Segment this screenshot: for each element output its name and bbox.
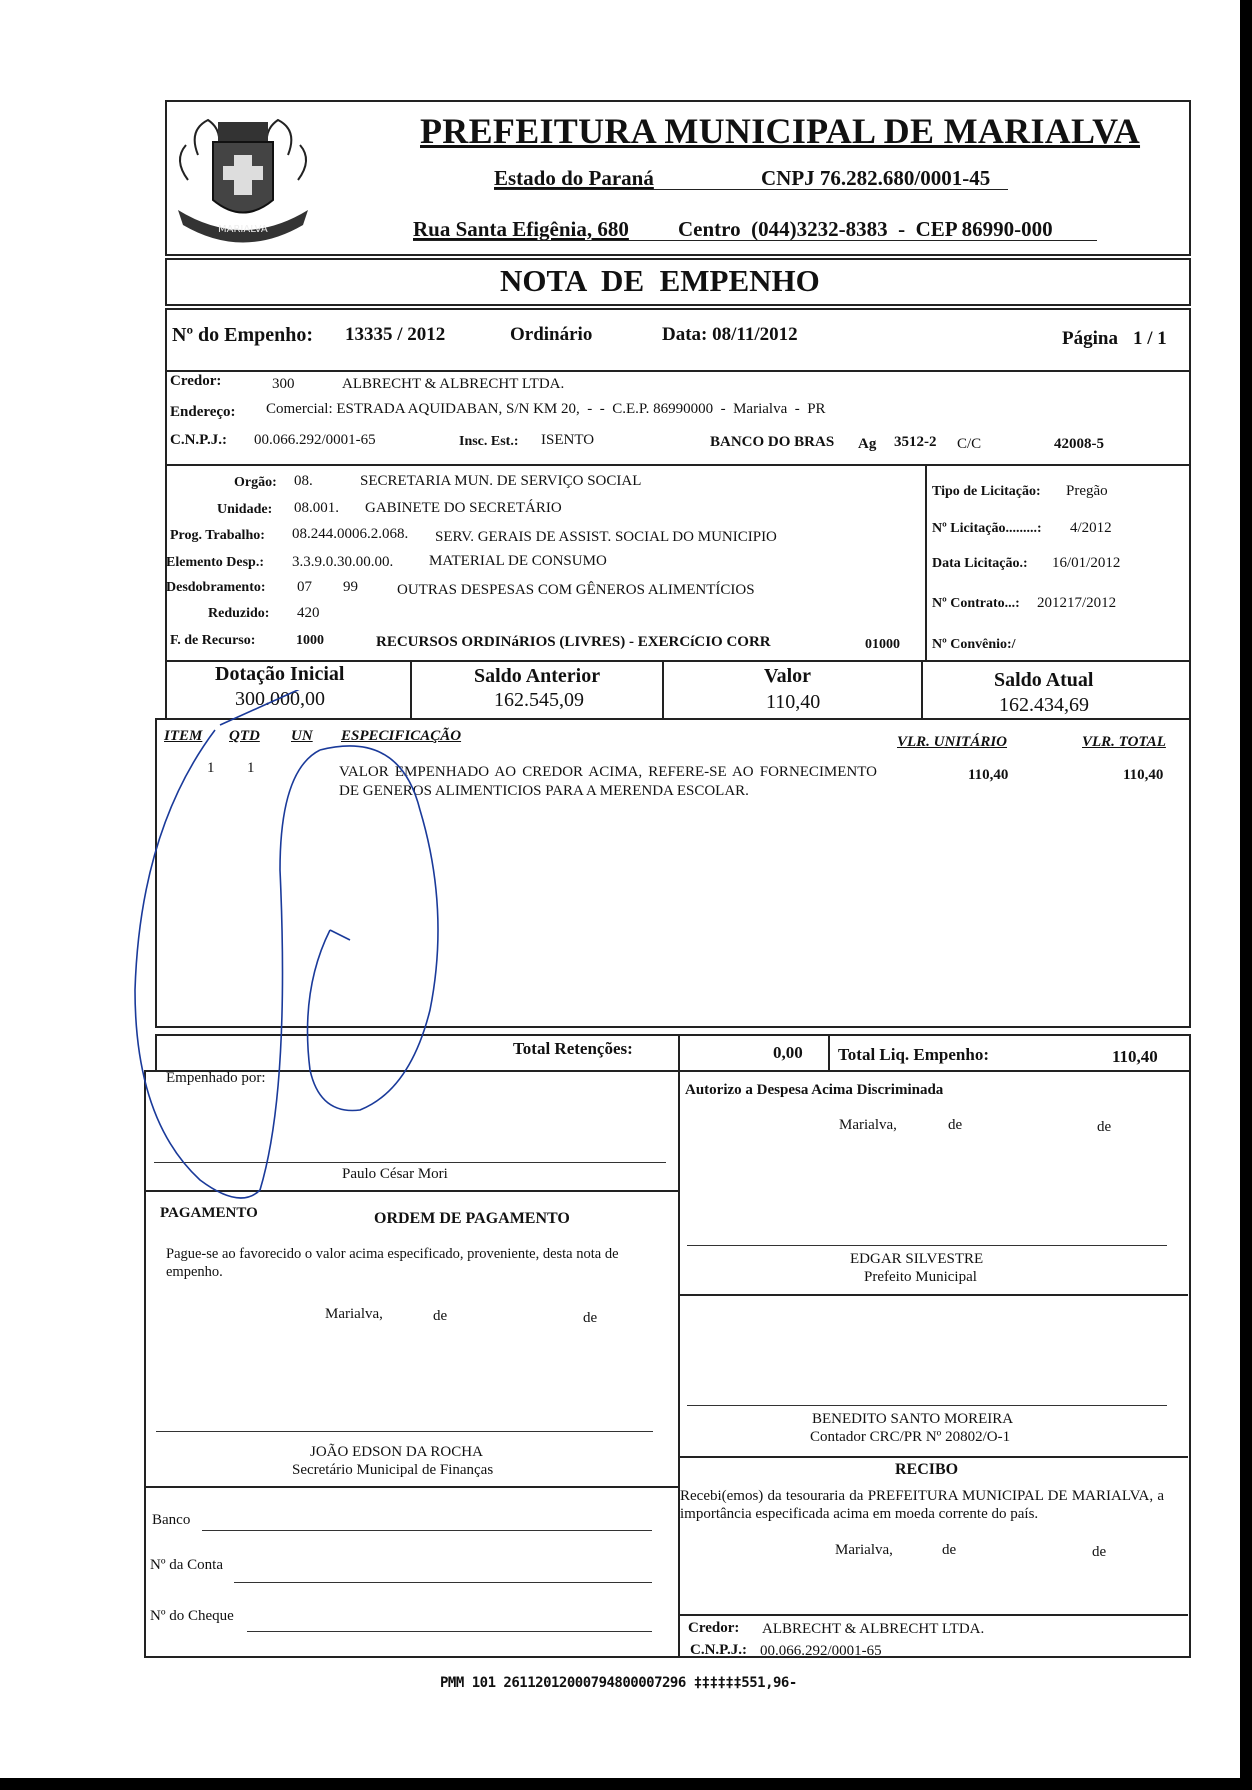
empenhado-name: Paulo César Mori <box>342 1166 448 1182</box>
contador-role: Contador CRC/PR Nº 20802/O-1 <box>810 1429 1011 1445</box>
col-spec-header: ESPECIFICAÇÃO <box>341 728 462 744</box>
banco-line <box>202 1530 652 1531</box>
item-spec: VALOR EMPENHADO AO CREDOR ACIMA, REFERE-SE AO FORNECIMENTO DE GENEROS ALIMENTICIOS PARA A MERENDA ESCOLAR. <box>339 764 877 799</box>
saldos-divider-3 <box>921 660 923 718</box>
valor-label: Valor <box>764 665 812 687</box>
recibo-credor-label: Credor: <box>688 1620 740 1636</box>
recibo-top-line <box>678 1456 1188 1458</box>
contador-name: BENEDITO SANTO MOREIRA <box>812 1411 1014 1427</box>
pagamento-top-line <box>144 1190 679 1192</box>
contador-signature-line <box>687 1405 1167 1406</box>
autorizo-de2: de <box>1097 1119 1112 1135</box>
credor-cc: 42008-5 <box>1054 436 1104 452</box>
pagamento-text: Pague-se ao favorecido o valor acima especificado, proveniente, desta nota de empenho. <box>166 1246 619 1280</box>
col-qtd-header: QTD <box>229 728 260 744</box>
header-address: Rua Santa Efigênia, 680 <box>413 217 629 241</box>
saldo-anterior-value: 162.545,09 <box>494 689 584 711</box>
unidade-label: Unidade: <box>217 502 273 517</box>
num-licitacao-label: Nº Licitação.........: <box>932 521 1042 536</box>
prog-label: Prog. Trabalho: <box>170 528 265 543</box>
insc-label: Insc. Est.: <box>459 434 519 449</box>
fonte-label: F. de Recurso: <box>170 633 256 648</box>
header-address-underline <box>413 240 1097 241</box>
secretario-signature-line <box>156 1431 653 1432</box>
desdobramento-code2: 99 <box>343 579 358 595</box>
prog-code: 08.244.0006.2.068. <box>292 526 409 542</box>
totals-divider-2 <box>828 1034 830 1070</box>
empenho-date: Data: 08/11/2012 <box>662 324 798 345</box>
prefeito-signature-line <box>687 1245 1167 1246</box>
pagamento-label: PAGAMENTO <box>160 1205 258 1221</box>
recibo-de1: de <box>942 1542 957 1558</box>
credor-code: 300 <box>272 376 295 392</box>
secretario-role: Secretário Municipal de Finanças <box>292 1462 494 1478</box>
credor-ag: 3512-2 <box>894 434 937 450</box>
elemento-label: Elemento Desp.: <box>166 555 264 570</box>
retencoes-label: Total Retenções: <box>513 1039 633 1058</box>
empenhado-label: Empenhado por: <box>166 1070 266 1086</box>
lower-vertical-divider <box>678 1070 680 1656</box>
orgao: SECRETARIA MUN. DE SERVIÇO SOCIAL <box>360 473 642 489</box>
saldo-atual-value: 162.434,69 <box>999 694 1089 716</box>
col-total-header: VLR. TOTAL <box>1082 734 1166 750</box>
credor-insc: ISENTO <box>541 432 595 448</box>
empenhado-signature-line <box>154 1162 666 1163</box>
credor-cnpj: 00.066.292/0001-65 <box>254 432 376 448</box>
elemento: MATERIAL DE CONSUMO <box>429 553 607 569</box>
convenio-label: Nº Convênio:/ <box>932 637 1016 652</box>
recibo-de2: de <box>1092 1544 1107 1560</box>
header-state: Estado do Paraná <box>494 166 654 190</box>
contrato: 201217/2012 <box>1037 595 1117 611</box>
item-unit-value: 110,40 <box>968 767 1009 783</box>
conta-label: Nº da Conta <box>150 1557 223 1573</box>
pagamento-title: ORDEM DE PAGAMENTO <box>374 1210 570 1227</box>
fonte: RECURSOS ORDINáRIOS (LIVRES) - EXERCíCIO CORR <box>376 634 771 650</box>
num-licitacao: 4/2012 <box>1070 520 1112 536</box>
prefeito-role: Prefeito Municipal <box>864 1269 977 1285</box>
orgao-label: Orgão: <box>234 475 277 490</box>
cheque-label: Nº do Cheque <box>150 1608 234 1624</box>
empenho-number-label: Nº do Empenho: <box>172 324 314 346</box>
banco-top-line <box>144 1486 679 1488</box>
credor-name: ALBRECHT & ALBRECHT LTDA. <box>342 376 565 392</box>
col-un-header: UN <box>291 728 313 744</box>
recibo-credor: ALBRECHT & ALBRECHT LTDA. <box>762 1621 985 1637</box>
cheque-line <box>247 1631 652 1632</box>
dotacao-value: 300.000,00 <box>235 688 325 710</box>
scan-edge-bottom <box>0 1778 1252 1790</box>
contrato-label: Nº Contrato...: <box>932 596 1020 611</box>
reduzido: 420 <box>297 605 320 621</box>
saldo-atual-label: Saldo Atual <box>994 669 1094 691</box>
prefeito-box-bottom <box>678 1294 1188 1296</box>
unidade-code: 08.001. <box>294 500 339 516</box>
recibo-cnpj: 00.066.292/0001-65 <box>760 1643 882 1659</box>
reduzido-label: Reduzido: <box>208 606 270 621</box>
unidade: GABINETE DO SECRETÁRIO <box>365 500 562 516</box>
saldos-divider-2 <box>662 660 664 718</box>
credor-label: Credor: <box>170 373 222 389</box>
data-licitacao: 16/01/2012 <box>1052 555 1121 571</box>
pagamento-place: Marialva, <box>325 1306 383 1322</box>
lower-area <box>144 1070 1191 1658</box>
tipo-licitacao-label: Tipo de Licitação: <box>932 484 1041 499</box>
header-district-phone: Centro (044)3232-8383 - CEP 86990-000 <box>678 217 1053 241</box>
recibo-credor-line <box>678 1614 1188 1616</box>
empenho-type: Ordinário <box>510 324 593 345</box>
fonte-code: 1000 <box>296 633 324 648</box>
empenho-number: 13335 / 2012 <box>345 324 446 345</box>
desdobramento: OUTRAS DESPESAS COM GÊNEROS ALIMENTÍCIOS <box>397 582 755 598</box>
header-title: PREFEITURA MUNICIPAL DE MARIALVA <box>420 111 1141 151</box>
liq-empenho-value: 110,40 <box>1112 1047 1158 1066</box>
footer-stamp: PMM 101 26112012000794800007296 ‡‡‡‡‡‡551,96- <box>440 1675 797 1691</box>
liq-empenho-label: Total Liq. Empenho: <box>838 1045 989 1064</box>
elemento-code: 3.3.9.0.30.00.00. <box>292 554 394 570</box>
col-unit-header: VLR. UNITÁRIO <box>897 734 1008 750</box>
pagamento-de1: de <box>433 1308 448 1324</box>
conta-line <box>234 1582 652 1583</box>
autorizo-title: Autorizo a Despesa Acima Discriminada <box>685 1082 944 1098</box>
data-licitacao-label: Data Licitação.: <box>932 556 1028 571</box>
orgao-code: 08. <box>294 473 313 489</box>
retencoes-value: 0,00 <box>773 1043 803 1062</box>
recibo-title: RECIBO <box>895 1461 959 1478</box>
dotacao-label: Dotação Inicial <box>215 663 345 685</box>
autorizo-de1: de <box>948 1117 963 1133</box>
cnpj-label: C.N.P.J.: <box>170 432 227 448</box>
recibo-text: Recebi(emos) da tesouraria da PREFEITURA MUNICIPAL DE MARIALVA, a importância especificada acima em moeda corrente do país. <box>680 1488 1164 1522</box>
item-qtd: 1 <box>247 760 255 776</box>
totals-row <box>155 1034 1191 1072</box>
tipo-licitacao: Pregão <box>1066 483 1108 499</box>
prog: SERV. GERAIS DE ASSIST. SOCIAL DO MUNICIPIO <box>435 529 777 545</box>
coat-of-arms-logo <box>168 100 318 252</box>
endereco-label: Endereço: <box>170 404 236 420</box>
header-cnpj: CNPJ 76.282.680/0001-45 <box>761 166 991 190</box>
col-item-header: ITEM <box>164 728 203 744</box>
secretario-name: JOÃO EDSON DA ROCHA <box>310 1444 483 1460</box>
saldo-anterior-label: Saldo Anterior <box>474 665 601 687</box>
autorizo-place: Marialva, <box>839 1117 897 1133</box>
desdobramento-label: Desdobramento: <box>166 580 266 595</box>
desdobramento-code1: 07 <box>297 579 312 595</box>
fonte-code2: 01000 <box>865 637 900 652</box>
scan-edge-right <box>1240 0 1252 1790</box>
licitacao-divider <box>925 464 927 660</box>
item-number: 1 <box>207 760 215 776</box>
saldos-divider-1 <box>410 660 412 718</box>
page-number: 1 / 1 <box>1133 328 1167 349</box>
recibo-cnpj-label: C.N.P.J.: <box>690 1642 747 1658</box>
svg-text:MARIALVA: MARIALVA <box>218 224 268 235</box>
pagamento-de2: de <box>583 1310 598 1326</box>
item-total-value: 110,40 <box>1123 767 1164 783</box>
recibo-place: Marialva, <box>835 1542 893 1558</box>
credor-box <box>165 370 1191 466</box>
credor-ag-label: Ag <box>858 436 877 452</box>
doc-title: NOTA DE EMPENHO <box>500 263 820 298</box>
valor-value: 110,40 <box>766 691 821 713</box>
page-label: Página <box>1062 328 1118 349</box>
credor-cc-label: C/C <box>957 436 982 452</box>
prefeito-name: EDGAR SILVESTRE <box>850 1251 984 1267</box>
credor-address: Comercial: ESTRADA AQUIDABAN, S/N KM 20, - - C.E.P. 86990000 - Marialva - PR <box>266 401 826 417</box>
banco-label: Banco <box>152 1512 191 1528</box>
credor-bank: BANCO DO BRAS <box>710 434 835 450</box>
totals-divider-1 <box>678 1034 680 1070</box>
